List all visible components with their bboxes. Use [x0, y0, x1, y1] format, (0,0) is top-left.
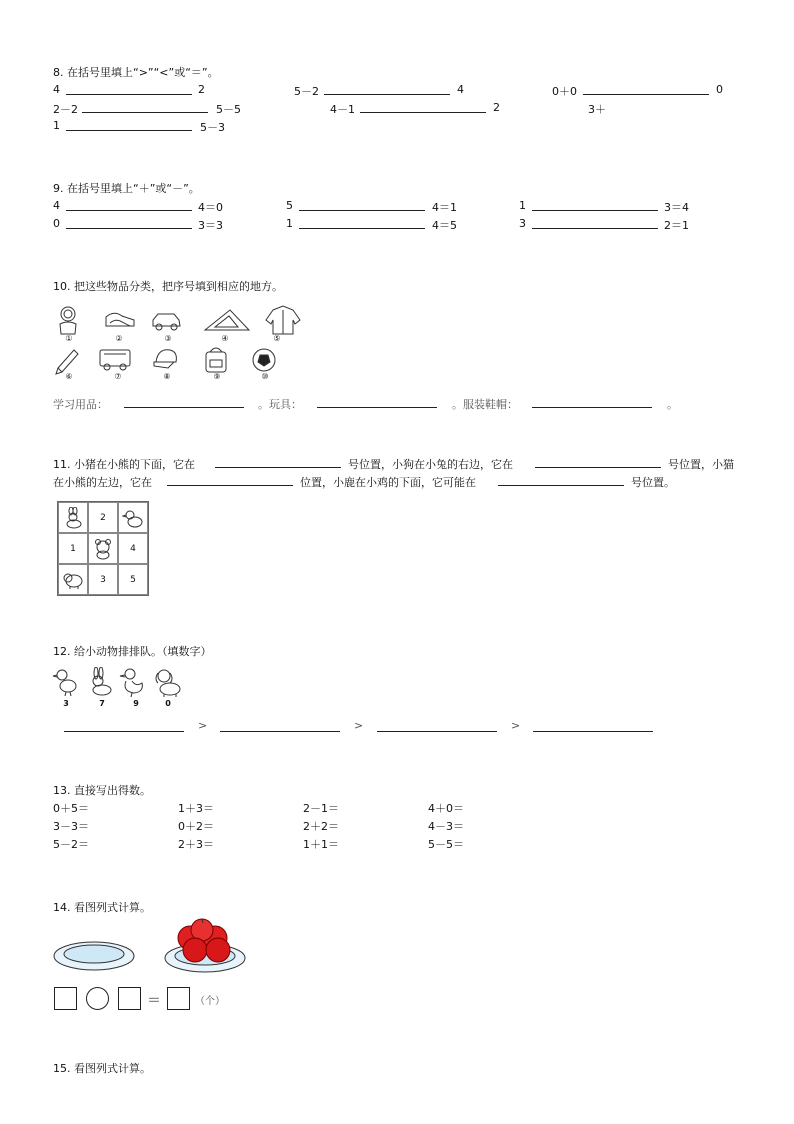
- q12-animals-illustration: [52, 667, 192, 701]
- answer-box[interactable]: [54, 987, 77, 1010]
- q8-right: 0: [716, 83, 723, 96]
- unit-label: （个）: [195, 996, 225, 1007]
- item-label: ⑤: [273, 334, 281, 343]
- q9-right: 4＝0: [198, 201, 223, 214]
- grid-cell-bear: [88, 533, 118, 564]
- answer-blank[interactable]: [215, 467, 341, 468]
- animal-number: 0: [165, 699, 171, 708]
- answer-blank[interactable]: [64, 731, 184, 732]
- answer-box[interactable]: [167, 987, 190, 1010]
- item-label: ⑩: [261, 372, 269, 381]
- answer-blank[interactable]: [167, 485, 293, 486]
- equation: 5－2＝: [53, 838, 89, 851]
- answer-blank[interactable]: [533, 731, 653, 732]
- backpack-icon: [206, 348, 226, 372]
- q8-left: 2－2: [53, 103, 78, 116]
- q8-right: 2: [198, 83, 205, 96]
- animal-number: 7: [99, 699, 105, 708]
- grid-cell-rabbit: [58, 502, 88, 533]
- item-label: ⑨: [213, 372, 221, 381]
- animal-number: 3: [63, 699, 69, 708]
- q8-left: 4: [53, 83, 60, 96]
- q9-left: 4: [53, 199, 60, 212]
- label-study-supplies: 学习用品：: [53, 398, 108, 411]
- q8-left: 0＋0: [552, 85, 577, 98]
- answer-blank[interactable]: [532, 228, 658, 229]
- chick-icon: [53, 670, 76, 696]
- bear-icon: [92, 538, 114, 560]
- equals-sign: ＝: [147, 993, 161, 1009]
- q11-line2-b: 位置，小鹿在小鸡的下面，它可能在: [300, 476, 476, 489]
- operator-circle[interactable]: [86, 987, 109, 1010]
- equation: 2＋3＝: [178, 838, 214, 851]
- item-label: ④: [221, 334, 229, 343]
- equation: 4－3＝: [428, 820, 464, 833]
- q9-left: 1: [286, 217, 293, 230]
- answer-blank[interactable]: [66, 228, 192, 229]
- greater-than-sign: >: [511, 719, 521, 732]
- answer-blank[interactable]: [498, 485, 624, 486]
- grid-cell-chick: [118, 502, 148, 533]
- equation: 0＋5＝: [53, 802, 89, 815]
- q9-left: 0: [53, 217, 60, 230]
- grid-cell: 4: [118, 533, 148, 564]
- q8-right: 2: [493, 101, 500, 114]
- q11-line1-b: 号位置，小狗在小兔的右边，它在: [348, 458, 513, 471]
- q15-title: 15. 看图列式计算。: [53, 1062, 151, 1075]
- q8-left: 4－1: [330, 103, 355, 116]
- cap-icon: [154, 350, 176, 368]
- grid-cell: 2: [88, 502, 118, 533]
- answer-blank[interactable]: [66, 210, 192, 211]
- position-grid: [57, 501, 149, 596]
- q9-left: 3: [519, 217, 526, 230]
- grid-cell: 1: [58, 533, 88, 564]
- q9-left: 1: [519, 199, 526, 212]
- q11-line2-a: 在小熊的左边，它在: [53, 476, 152, 489]
- equation: 0＋2＝: [178, 820, 214, 833]
- answer-blank[interactable]: [124, 407, 244, 408]
- answer-blank[interactable]: [583, 94, 709, 95]
- duck-icon: [120, 669, 142, 697]
- soccer-ball-icon: [253, 349, 275, 371]
- answer-blank[interactable]: [532, 210, 658, 211]
- end-mark: 。: [667, 398, 678, 411]
- equation: 3－3＝: [53, 820, 89, 833]
- grid-cell: 3: [88, 564, 118, 595]
- answer-blank[interactable]: [360, 112, 486, 113]
- rabbit-icon: [93, 667, 111, 695]
- label-clothes: 。服装鞋帽：: [452, 398, 518, 411]
- q14-plates-illustration: [50, 918, 250, 978]
- q9-right: 4＝1: [432, 201, 457, 214]
- answer-blank[interactable]: [299, 228, 425, 229]
- equation: 5－5＝: [428, 838, 464, 851]
- item-label: ⑧: [163, 372, 171, 381]
- equation: 1＋1＝: [303, 838, 339, 851]
- toy-car-icon: [153, 314, 180, 330]
- q8-left: 5－2: [294, 85, 319, 98]
- greater-than-sign: >: [354, 719, 364, 732]
- answer-blank[interactable]: [324, 94, 450, 95]
- doll-icon: [60, 307, 76, 334]
- answer-blank[interactable]: [66, 130, 192, 131]
- answer-box[interactable]: [118, 987, 141, 1010]
- q14-title: 14. 看图列式计算。: [53, 901, 151, 914]
- answer-blank[interactable]: [317, 407, 437, 408]
- item-label: ⑦: [114, 372, 122, 381]
- item-label: ③: [164, 334, 172, 343]
- item-label: ①: [65, 334, 73, 343]
- label-toys: 。玩具：: [258, 398, 302, 411]
- q8-left: 1: [53, 119, 60, 132]
- puppy-icon: [156, 670, 180, 697]
- pig-icon: [62, 569, 84, 591]
- greater-than-sign: >: [198, 719, 208, 732]
- answer-blank[interactable]: [535, 467, 661, 468]
- equation: 4＋0＝: [428, 802, 464, 815]
- q13-title: 13. 直接写出得数。: [53, 784, 151, 797]
- answer-blank[interactable]: [220, 731, 340, 732]
- equation: 2－1＝: [303, 802, 339, 815]
- q8-right: 5－5: [216, 103, 241, 116]
- q9-right: 2＝1: [664, 219, 689, 232]
- grid-cell: 5: [118, 564, 148, 595]
- q12-title: 12. 给小动物排排队。（填数字）: [53, 645, 212, 658]
- q11-line2-c: 号位置。: [631, 476, 675, 489]
- q11-line1-c: 号位置，小猫: [668, 458, 734, 471]
- toy-bus-icon: [100, 350, 130, 370]
- answer-blank[interactable]: [66, 94, 192, 95]
- triangle-ruler-icon: [205, 310, 249, 330]
- grid-cell-pig: [58, 564, 88, 595]
- q9-right: 3＝3: [198, 219, 223, 232]
- rabbit-icon: [62, 507, 84, 529]
- shoes-icon: [106, 313, 134, 326]
- empty-plate-icon: [54, 942, 134, 970]
- item-label: ②: [115, 334, 123, 343]
- item-label: ⑥: [65, 372, 73, 381]
- equation: 1＋3＝: [178, 802, 214, 815]
- animal-number: 9: [133, 699, 139, 708]
- chick-icon: [122, 507, 144, 529]
- answer-blank[interactable]: [299, 210, 425, 211]
- jacket-icon: [266, 306, 300, 334]
- answer-blank[interactable]: [532, 407, 652, 408]
- q10-title: 10. 把这些物品分类，把序号填到相应的地方。: [53, 280, 283, 293]
- answer-blank[interactable]: [82, 112, 208, 113]
- q9-right: 4＝5: [432, 219, 457, 232]
- q9-left: 5: [286, 199, 293, 212]
- q8-right: 4: [457, 83, 464, 96]
- pencil-icon: [56, 350, 78, 374]
- answer-blank[interactable]: [377, 731, 497, 732]
- q8-left: 3＋: [588, 103, 606, 116]
- equation: 2＋2＝: [303, 820, 339, 833]
- plate-with-apples-icon: [165, 919, 245, 972]
- q8-right: 5－3: [200, 121, 225, 134]
- q11-line1-a: 11. 小猪在小熊的下面，它在: [53, 458, 195, 471]
- q9-title: 9. 在括号里填上“＋”或“－”。: [53, 182, 200, 195]
- q9-right: 3＝4: [664, 201, 689, 214]
- q8-title: 8. 在括号里填上“>”“<”或“＝”。: [53, 66, 219, 79]
